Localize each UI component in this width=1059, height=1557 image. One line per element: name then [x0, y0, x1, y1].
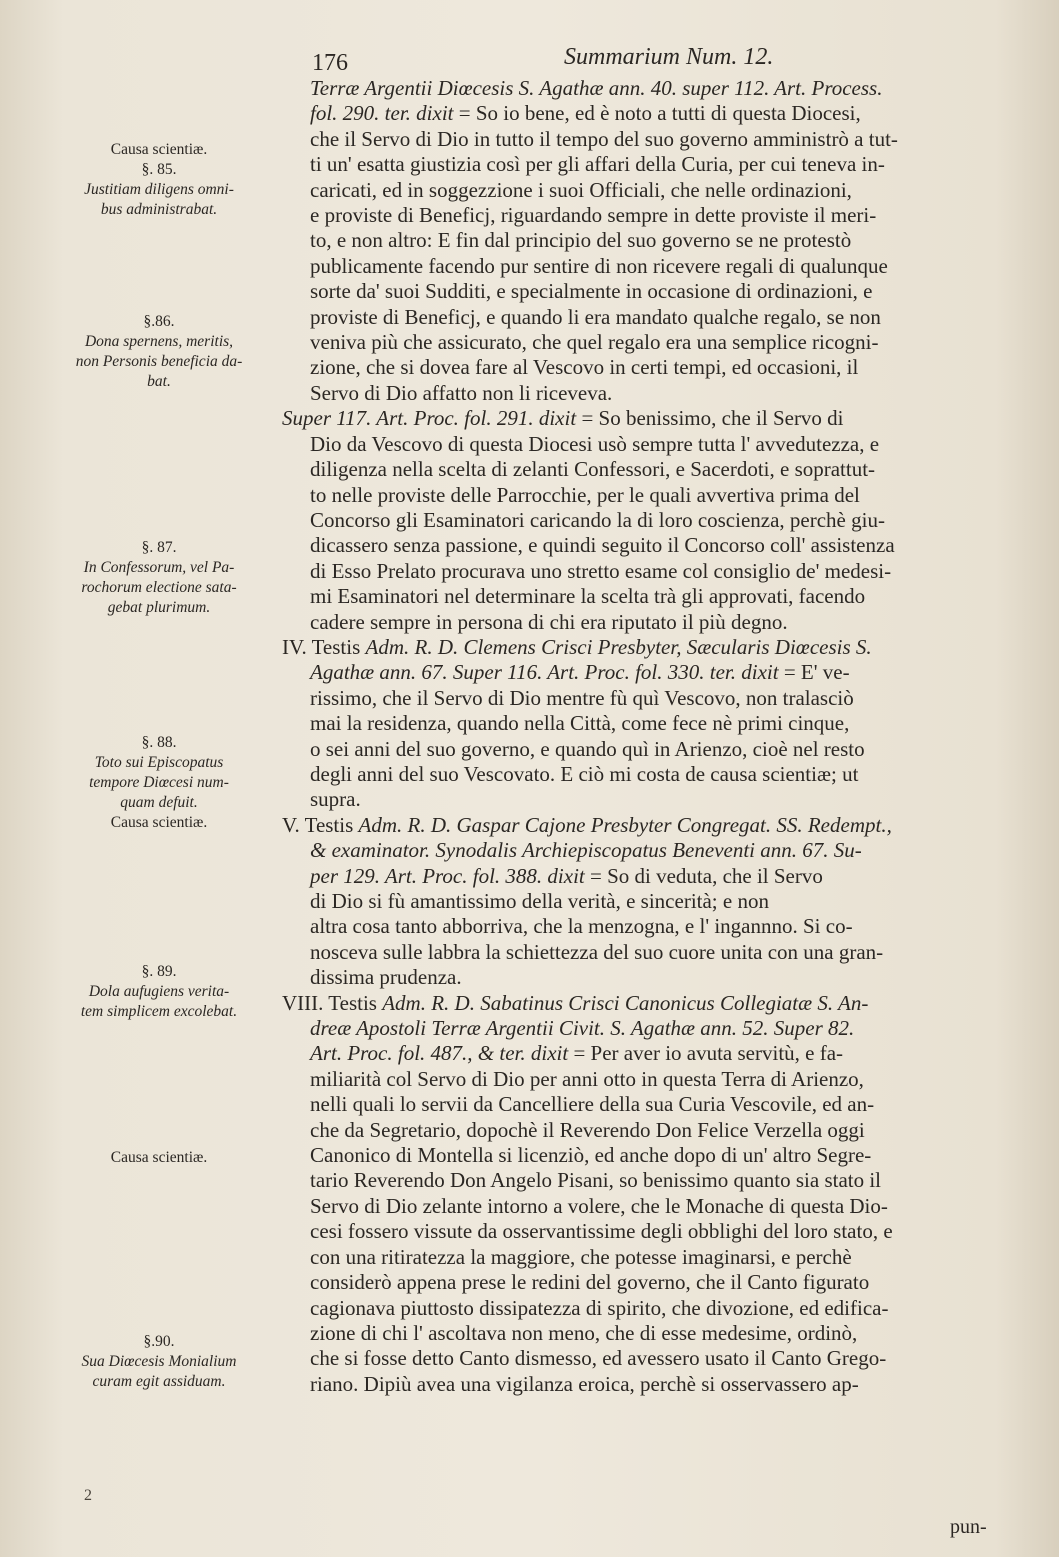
text-line — [282, 1372, 1028, 1397]
text-line — [282, 381, 1028, 406]
running-title: Summarium Num. 12. — [564, 44, 774, 70]
margin-note — [40, 1148, 278, 1168]
paragraph — [282, 635, 1028, 813]
text-line — [282, 889, 1028, 914]
text-segment: nelli quali lo servii da Cancelliere della sua Curia Vescovile, ed an- — [310, 1092, 875, 1117]
text-line — [282, 279, 1028, 304]
text-line — [282, 1346, 1028, 1371]
text-line — [282, 228, 1028, 253]
text-segment: ti un' esatta giustizia così per gli affari della Curia, per cui teneva in- — [310, 152, 885, 177]
margin-note — [40, 312, 278, 392]
text-segment: publicamente facendo pur sentire di non ricevere regali di qualunque — [310, 253, 888, 278]
text-segment: miliarità col Servo di Dio per anni otto in questa Terra di Arienzo, — [310, 1066, 864, 1091]
text-segment: supra. — [310, 787, 361, 812]
paragraph — [282, 76, 1028, 406]
text-segment: to nelle proviste delle Parrocchie, per le quali avvertiva prima del — [310, 482, 860, 507]
text-segment: Servo di Dio affatto non li riceveva. — [310, 380, 613, 405]
text-segment: cesi fossero vissute da osservantissime degli obblighi del loro stato, e — [310, 1219, 893, 1244]
text-segment: Super 117. Art. Proc. fol. 291. dixit — [282, 406, 577, 431]
text-segment: V. Testis — [282, 812, 359, 837]
text-line — [282, 965, 1028, 990]
text-segment: e proviste di Beneficj, riguardando sempre in dette proviste il meri- — [310, 203, 877, 228]
margin-note-line: Dola aufugiens verita- — [88, 983, 230, 1000]
text-line — [282, 762, 1028, 787]
text-line — [282, 457, 1028, 482]
text-segment: to, e non altro: E fin dal principio del suo governo se ne protestò — [310, 228, 852, 253]
text-line — [282, 76, 1028, 101]
paragraph — [282, 406, 1028, 635]
text-line — [282, 686, 1028, 711]
margin-note-line: quam defuit. — [120, 794, 198, 811]
text-segment: degli anni del suo Vescovato. E ciò mi costa de causa scientiæ; ut — [310, 761, 859, 786]
text-segment: IV. Testis — [282, 634, 366, 659]
text-line — [282, 1016, 1028, 1041]
text-segment: di Dio si fù amantissimo della verità, e sincerità; e non — [310, 889, 769, 913]
margin-note-line: rochorum electione sata- — [81, 579, 237, 596]
text-line — [282, 635, 1028, 660]
text-line — [282, 991, 1028, 1016]
page-number: 176 — [312, 50, 348, 76]
text-segment: dreæ Apostoli Terræ Argentii Civit. S. Agathæ ann. 52. Super 82. — [310, 1016, 855, 1041]
margin-note-line: In Confessorum, vel Pa- — [83, 559, 235, 576]
text-line — [282, 1067, 1028, 1092]
text-segment: diligenza nella scelta di zelanti Confessori, e Sacerdoti, e soprattut- — [310, 457, 876, 482]
text-line — [282, 1168, 1028, 1193]
text-line — [282, 1270, 1028, 1295]
text-line — [282, 1194, 1028, 1219]
text-segment: caricati, ed in soggezzione i suoi Officiali, che nelle ordinazioni, — [310, 177, 852, 202]
margin-note — [40, 1332, 278, 1392]
text-segment: che si fosse detto Canto dismesso, ed avessero usato il Canto Grego- — [310, 1346, 887, 1371]
text-line — [282, 838, 1028, 863]
text-segment: altra cosa tanto abborriva, che la menzogna, e l' ingannno. Si co- — [310, 914, 853, 939]
text-segment: dissima prudenza. — [310, 965, 462, 990]
text-segment: di Esso Prelato procurava uno stretto esame col consiglio de' medesi- — [310, 558, 892, 583]
text-segment: rissimo, che il Servo di Dio mentre fù quì Vescovo, non tralasciò — [310, 685, 854, 710]
main-text — [282, 76, 1028, 1397]
text-segment: Adm. R. D. Gaspar Cajone Presbyter Congregat. SS. Redempt., — [358, 812, 892, 837]
margin-note-line: Causa scientiæ. — [110, 814, 208, 831]
text-segment: per 129. Art. Proc. fol. 388. dixit — [310, 863, 585, 888]
text-line — [282, 355, 1028, 380]
text-segment: cagionava piuttosto dissipatezza di spirito, che divozione, ed edifica- — [310, 1295, 889, 1320]
text-line — [282, 432, 1028, 457]
text-segment: proviste di Beneficj, e quando li era mandato qualche regalo, se non — [310, 304, 881, 329]
margin-note-line: gebat plurimum. — [107, 599, 211, 616]
text-segment: con una ritiratezza la maggiore, che potesse imaginarsi, e perchè — [310, 1244, 852, 1269]
text-segment: = Per aver io avuta servitù, e fa- — [568, 1041, 844, 1066]
text-segment: = So io bene, ed è noto a tutti di questa Diocesi, — [453, 101, 861, 126]
text-segment: Terræ Argentii Diœcesis S. Agathæ ann. 40. super 112. Art. Process. — [310, 76, 883, 100]
margin-note-line: Justitiam diligens omni- — [84, 181, 234, 198]
text-line — [282, 610, 1028, 635]
margin-note — [40, 962, 278, 1022]
margin-note-line: Sua Diœcesis Monialium — [81, 1353, 237, 1370]
text-line — [282, 1245, 1028, 1270]
text-line — [282, 101, 1028, 126]
margin-note — [40, 538, 278, 618]
margin-note-line: Causa scientiæ. — [110, 1149, 208, 1166]
text-line — [282, 584, 1028, 609]
text-segment: Adm. R. D. Clemens Crisci Presbyter, Sæcularis Diœcesis S. — [365, 634, 872, 659]
text-line — [282, 127, 1028, 152]
margin-note — [40, 140, 278, 220]
paragraph — [282, 991, 1028, 1398]
text-segment: Dio da Vescovo di questa Diocesi usò sempre tutta l' avvedutezza, e — [310, 431, 880, 456]
margin-note-line: non Personis beneficia da- — [75, 353, 243, 370]
margin-note-line: Dona spernens, meritis, — [84, 333, 234, 350]
margin-note-line: bat. — [147, 373, 171, 390]
text-segment: riano. Dipiù avea una vigilanza eroica, perchè si osservassero ap- — [310, 1371, 859, 1396]
text-segment: Adm. R. D. Sabatinus Crisci Canonicus Collegiatæ S. An- — [382, 990, 869, 1015]
text-segment: & examinator. Synodalis Archiepiscopatus Beneventi ann. 67. Su- — [310, 838, 862, 863]
text-line — [282, 1296, 1028, 1321]
text-line — [282, 1118, 1028, 1143]
text-line — [282, 483, 1028, 508]
text-line — [282, 1143, 1028, 1168]
text-line — [282, 737, 1028, 762]
catchword: pun- — [950, 1516, 987, 1538]
text-line — [282, 406, 1028, 431]
text-segment: = So di veduta, che il Servo — [584, 863, 823, 888]
margin-note-line: §. 85. — [141, 161, 177, 178]
margin-note-line: §.90. — [143, 1333, 175, 1350]
text-line — [282, 178, 1028, 203]
text-segment: = So benissimo, che il Servo di — [576, 406, 844, 431]
text-line — [282, 1321, 1028, 1346]
text-line — [282, 940, 1028, 965]
text-segment: Concorso gli Esaminatori caricando la di loro coscienza, perchè giu- — [310, 507, 885, 532]
margin-note-line: §. 89. — [141, 963, 177, 980]
text-line — [282, 508, 1028, 533]
margin-note-line: §. 87. — [141, 539, 177, 556]
margin-note-line: Toto sui Episcopatus — [94, 754, 224, 771]
text-line — [282, 152, 1028, 177]
margin-note-line: bus administrabat. — [100, 201, 218, 218]
text-segment: considerò appena prese le redini del governo, che il Canto figurato — [310, 1270, 870, 1295]
text-line — [282, 787, 1028, 812]
text-line — [282, 305, 1028, 330]
text-segment: Art. Proc. fol. 487., & ter. dixit — [310, 1041, 569, 1066]
text-segment: zione di chi l' ascoltava non meno, che di esse medesime, ordinò, — [310, 1320, 858, 1345]
text-line — [282, 1092, 1028, 1117]
text-segment: che da Segretario, dopochè il Reverendo Don Felice Verzella oggi — [310, 1117, 865, 1142]
text-segment: mi Esaminatori nel determinare la scelta trà gli approvati, facendo — [310, 584, 866, 609]
text-line — [282, 330, 1028, 355]
text-segment: cadere sempre in persona di chi era riputato il più degno. — [310, 609, 788, 634]
text-line — [282, 1219, 1028, 1244]
text-segment: VIII. Testis — [282, 990, 383, 1015]
text-segment: Servo di Dio zelante intorno a volere, che le Monache di questa Dio- — [310, 1193, 888, 1218]
signature-mark: 2 — [84, 1487, 92, 1504]
margin-note-line: curam egit assiduam. — [92, 1373, 226, 1390]
text-line — [282, 914, 1028, 939]
text-segment: nosceva sulle labbra la schiettezza del suo cuore unita con una gran- — [310, 939, 884, 964]
text-segment: zione, che si dovea fare al Vescovo in certi tempi, ed occasioni, il — [310, 355, 859, 380]
margin-note-line: tem simplicem excolebat. — [80, 1003, 238, 1020]
margin-note-line: §. 88. — [141, 734, 177, 751]
text-segment: fol. 290. ter. dixit — [310, 101, 454, 126]
text-line — [282, 254, 1028, 279]
text-line — [282, 1041, 1028, 1066]
text-line — [282, 660, 1028, 685]
text-segment: dicassero senza passione, e quindi seguito il Concorso coll' assistenza — [310, 533, 895, 558]
text-line — [282, 203, 1028, 228]
text-line — [282, 559, 1028, 584]
text-segment: = E' ve- — [778, 660, 850, 685]
margin-note-line: tempore Diœcesi num- — [89, 774, 229, 791]
text-line — [282, 864, 1028, 889]
text-segment: che il Servo di Dio in tutto il tempo del suo governo amministrò a tut- — [310, 126, 898, 151]
margin-note-line: §.86. — [143, 313, 175, 330]
text-segment: mai la residenza, quando nella Città, come fece nè primi cinque, — [310, 711, 850, 736]
text-segment: sorte da' suoi Sudditi, e specialmente in occasione di ordinazioni, e — [310, 279, 873, 304]
text-segment: o sei anni del suo governo, e quando quì in Arienzo, cioè nel resto — [310, 736, 865, 761]
page-header — [312, 44, 832, 78]
text-line — [282, 813, 1028, 838]
margin-note — [40, 733, 278, 833]
text-line — [282, 711, 1028, 736]
margin-note-line: Causa scientiæ. — [110, 141, 208, 158]
text-segment: tario Reverendo Don Angelo Pisani, so benissimo quanto sia stato il — [310, 1168, 882, 1193]
text-segment: veniva più che assicurato, che quel regalo era una semplice ricogni- — [310, 330, 879, 355]
text-segment: Agathæ ann. 67. Super 116. Art. Proc. fol. 330. ter. dixit — [310, 660, 779, 685]
paragraph — [282, 813, 1028, 991]
text-segment: Canonico di Montella si licenziò, ed anche dopo di un' altro Segre- — [310, 1143, 872, 1168]
text-line — [282, 533, 1028, 558]
